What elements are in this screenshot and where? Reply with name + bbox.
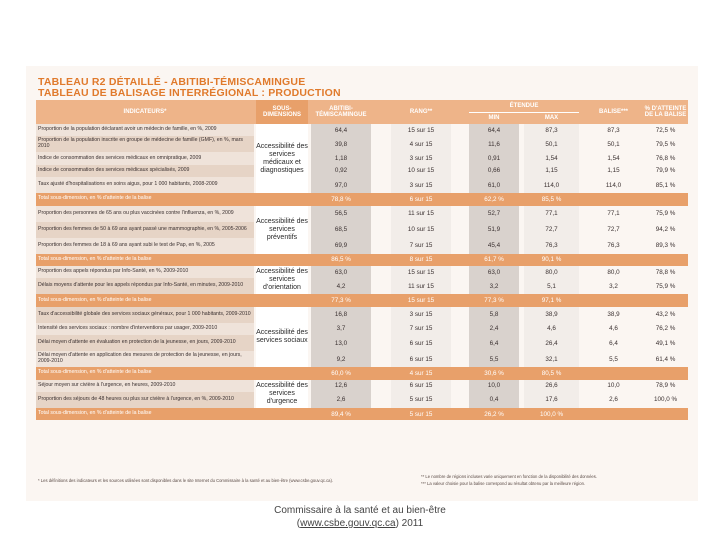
table-row: [36, 335, 688, 351]
indicator-cell: Délai moyen d'attente en évaluation en protection de la jeunesse, en jours, 2009-2010: [36, 335, 254, 351]
balise-value: 50,1: [607, 140, 620, 148]
indicator-cell: Proportion des femmes de 50 à 69 ans ayant passé une mammographie, en %, 2005-2006: [36, 222, 254, 238]
caption-prefix: (: [296, 518, 301, 529]
rank-value: 3 sur 15: [391, 152, 451, 164]
max-value: 1,54: [524, 152, 579, 164]
region-value: 4,2: [311, 278, 371, 294]
region-value: 12,6: [311, 380, 371, 392]
min-value: 6,4: [469, 335, 519, 351]
table-row: [36, 124, 688, 136]
pct-atteinte-value: [643, 254, 688, 266]
balise-value: [586, 367, 641, 379]
balise-value: [586, 294, 641, 306]
region-value: 1,18: [311, 152, 371, 164]
region-value: 9,2: [311, 351, 371, 367]
balise-value: 2,6: [609, 396, 618, 404]
region-value: 39,8: [311, 136, 371, 152]
balise-value: [586, 408, 641, 420]
footnote-definitions: * Les définitions des indicateurs et les sources utilisées sont disponibles dans le site Internet du Commissaire à la santé et au bien-être (www.csbe.gouv.qc.ca).: [38, 478, 334, 483]
report-table-image: [26, 66, 698, 501]
max-value: 80,0: [524, 266, 579, 278]
region-value: 64,4: [311, 124, 371, 136]
pct-atteinte-value: 89,3 %: [655, 242, 676, 250]
balisage-table: [36, 100, 688, 420]
balise-value: 77,1: [607, 210, 620, 218]
pct-atteinte-value: 79,9 %: [655, 167, 676, 175]
pct-atteinte-value: 76,8 %: [655, 155, 676, 163]
rank-value: 15 sur 15: [391, 266, 451, 278]
balise-value: 87,3: [607, 126, 620, 134]
subtotal-row: [36, 254, 688, 266]
max-value: 100,0 %: [539, 410, 564, 418]
region-value: 97,0: [311, 177, 371, 193]
region-value: 78,8 %: [331, 195, 351, 203]
rank-value: 6 sur 15: [391, 335, 451, 351]
balise-value: 1,15: [607, 167, 620, 175]
table-row: [36, 177, 688, 193]
table-row: [36, 380, 688, 392]
pct-atteinte-value: 75,9 %: [655, 282, 676, 290]
max-value: 72,7: [524, 222, 579, 238]
table-row: [36, 392, 688, 408]
balise-value: 38,9: [607, 311, 620, 319]
header-etendue: ÉTENDUE: [509, 102, 539, 109]
indicator-cell: Intensité des services sociaux : nombre d'interventions par usager, 2009-2010: [36, 323, 254, 335]
table-row: [36, 307, 688, 323]
pct-atteinte-value: [643, 193, 688, 205]
header-min: MIN: [488, 114, 500, 121]
max-value: 5,1: [524, 278, 579, 294]
pct-atteinte-value: 72,5 %: [655, 126, 676, 134]
indicator-cell: Total sous-dimension, en % d'atteinte de la balise: [38, 369, 152, 376]
rank-value: 6 sur 15: [391, 380, 451, 392]
rank-value: 10 sur 15: [391, 165, 451, 177]
min-value: 64,4: [469, 124, 519, 136]
pct-atteinte-value: [643, 294, 688, 306]
sous-dimension-label: Accessibilité des services d'orientation: [256, 266, 308, 295]
pct-atteinte-value: 61,4 %: [655, 355, 676, 363]
min-value: 45,4: [469, 238, 519, 254]
sous-dimension-label: Accessibilité des services d'urgence: [256, 380, 308, 409]
subtotal-row: [36, 408, 688, 420]
min-value: 5,8: [469, 307, 519, 323]
pct-atteinte-value: 78,8 %: [655, 268, 676, 276]
pct-atteinte-value: 49,1 %: [655, 339, 676, 347]
max-value: 80,5 %: [541, 369, 562, 377]
region-value: 2,6: [311, 392, 371, 408]
max-value: 90,1 %: [541, 256, 562, 264]
table-title: TABLEAU R2 DÉTAILLÉ - ABITIBI-TÉMISCAMINGUE: [38, 76, 306, 88]
caption-suffix: ) 2011: [395, 518, 424, 529]
caption-line2: [0, 518, 720, 531]
balise-value: 80,0: [607, 268, 620, 276]
indicator-cell: Délai moyen d'attente en application des mesures de protection de la jeunesse, en jours, 2009-2010: [36, 351, 254, 367]
region-value: 89,4 %: [331, 410, 351, 418]
table-row: [36, 266, 688, 278]
max-value: 97,1 %: [541, 297, 562, 305]
region-value: 86,5 %: [331, 256, 351, 264]
balise-value: 72,7: [607, 226, 620, 234]
max-value: 114,0: [524, 177, 579, 193]
region-value: 13,0: [311, 335, 371, 351]
min-value: 52,7: [469, 206, 519, 222]
rank-value: 11 sur 15: [391, 206, 451, 222]
min-value: 2,4: [469, 323, 519, 335]
pct-atteinte-value: 94,2 %: [655, 226, 676, 234]
pct-atteinte-value: [643, 367, 688, 379]
table-row: [36, 136, 688, 152]
max-value: 4,6: [524, 323, 579, 335]
rank-value: 7 sur 15: [391, 238, 451, 254]
indicator-cell: Total sous-dimension, en % d'atteinte de la balise: [38, 255, 152, 262]
header-sous-dimensions: SOUS-DIMENSIONS: [256, 100, 308, 124]
balise-value: 114,0: [605, 181, 622, 189]
rank-value: 4 sur 15: [391, 136, 451, 152]
indicator-cell: Proportion des appels répondus par Info-Santé, en %, 2009-2010: [36, 266, 254, 278]
indicator-cell: Proportion des femmes de 18 à 69 ans ayant subi le test de Pap, en %, 2005: [36, 238, 254, 254]
table-row: [36, 206, 688, 222]
min-value: 0,4: [469, 392, 519, 408]
balise-value: 1,54: [607, 155, 620, 163]
min-value: 51,9: [469, 222, 519, 238]
min-value: 63,0: [469, 266, 519, 278]
max-value: 1,15: [524, 165, 579, 177]
pct-atteinte-value: 43,2 %: [655, 311, 676, 319]
rank-value: 4 sur 15: [409, 369, 433, 377]
header-pct-atteinte: % D'ATTEINTE DE LA BALISE: [644, 105, 687, 118]
table-row: [36, 278, 688, 294]
min-value: 61,0: [469, 177, 519, 193]
rank-value: 15 sur 15: [391, 124, 451, 136]
indicator-cell: Total sous-dimension, en % d'atteinte de la balise: [38, 195, 152, 202]
caption-line1: Commissaire à la santé et au bien-être: [274, 505, 446, 516]
min-value: 61,7 %: [484, 256, 504, 264]
indicator-cell: Délais moyens d'attente pour les appels répondus par Info-Santé, en minutes, 2009-2010: [36, 278, 254, 294]
max-value: 38,9: [524, 307, 579, 323]
balise-value: 76,3: [607, 242, 620, 250]
balise-value: 3,2: [609, 282, 618, 290]
rank-value: 15 sur 15: [407, 297, 435, 305]
table-row: [36, 152, 688, 164]
pct-atteinte-value: 100,0 %: [653, 396, 678, 404]
pct-atteinte-value: 79,5 %: [655, 140, 676, 148]
pct-atteinte-value: 76,2 %: [655, 325, 676, 333]
min-value: 5,5: [469, 351, 519, 367]
region-value: 63,0: [311, 266, 371, 278]
region-value: 60,0 %: [331, 369, 351, 377]
indicator-cell: Total sous-dimension, en % d'atteinte de la balise: [38, 296, 152, 303]
min-value: 62,2 %: [484, 195, 504, 203]
rank-value: 6 sur 15: [391, 351, 451, 367]
rank-value: 3 sur 15: [391, 307, 451, 323]
indicator-cell: Taux ajusté d'hospitalisations en soins aigus, pour 1 000 habitants, 2008-2009: [36, 177, 254, 193]
balise-value: 5,5: [609, 355, 618, 363]
balise-value: 10,0: [607, 382, 620, 390]
indicator-cell: Proportion de la population inscrite en groupe de médecine de famille (GMF), en %, mars 2010: [36, 136, 254, 152]
sous-dimension-label: Accessibilité des services sociaux: [256, 307, 308, 368]
region-value: 3,7: [311, 323, 371, 335]
rank-value: 10 sur 15: [391, 222, 451, 238]
footnote-balise: *** La valeur choisie pour la balise correspond au résultat obtenu par la meilleure région.: [421, 481, 586, 486]
header-balise: BALISE***: [598, 108, 628, 115]
region-value: 56,5: [311, 206, 371, 222]
max-value: 85,5 %: [541, 195, 562, 203]
sous-dimension-label: Accessibilité des services préventifs: [256, 206, 308, 255]
min-value: 10,0: [469, 380, 519, 392]
max-value: 26,4: [524, 335, 579, 351]
indicator-cell: Indice de consommation des services médicaux en omnipratique, 2009: [36, 152, 254, 164]
rank-value: 5 sur 15: [409, 410, 433, 418]
table-row: [36, 165, 688, 177]
indicator-cell: Proportion des séjours de 48 heures ou plus sur civière à l'urgence, en %, 2009-2010: [36, 392, 254, 408]
indicator-cell: Taux d'accessibilité globale des services sociaux généraux, pour 1 000 habitants, 2009-2010: [36, 307, 254, 323]
table-row: [36, 222, 688, 238]
table-header: [36, 100, 688, 124]
rank-value: 3 sur 15: [391, 177, 451, 193]
table-body: [36, 124, 688, 420]
balise-value: 6,4: [609, 339, 618, 347]
balise-value: 4,6: [609, 325, 618, 333]
min-value: 26,2 %: [484, 410, 504, 418]
region-value: 77,3 %: [331, 297, 351, 305]
table-row: [36, 238, 688, 254]
rank-value: 11 sur 15: [391, 278, 451, 294]
header-indicateurs: INDICATEURS*: [123, 108, 167, 115]
pct-atteinte-value: 78,9 %: [655, 382, 676, 390]
max-value: 77,1: [524, 206, 579, 222]
subtotal-row: [36, 294, 688, 306]
rank-value: 7 sur 15: [391, 323, 451, 335]
pct-atteinte-value: [643, 408, 688, 420]
max-value: 17,6: [524, 392, 579, 408]
min-value: 77,3 %: [484, 297, 504, 305]
max-value: 32,1: [524, 351, 579, 367]
balise-value: [586, 193, 641, 205]
subtotal-row: [36, 367, 688, 379]
min-value: 0,66: [469, 165, 519, 177]
header-max: MAX: [544, 114, 559, 121]
indicator-cell: Total sous-dimension, en % d'atteinte de la balise: [38, 410, 152, 417]
region-value: 0,92: [311, 165, 371, 177]
rank-value: 5 sur 15: [391, 392, 451, 408]
min-value: 3,2: [469, 278, 519, 294]
csbe-link[interactable]: www.csbe.gouv.qc.ca: [300, 518, 396, 529]
indicator-cell: Indice de consommation des services médicaux spécialisés, 2009: [36, 165, 254, 177]
footnote-regions: ** Le nombre de régions incluses varie uniquement en fonction de la disponibilité des données.: [421, 474, 597, 479]
pct-atteinte-value: 85,1 %: [655, 181, 676, 189]
region-value: 68,5: [311, 222, 371, 238]
table-subtitle: TABLEAU DE BALISAGE INTERRÉGIONAL : PRODUCTION: [38, 87, 341, 99]
max-value: 76,3: [524, 238, 579, 254]
header-region: ABITIBI-TÉMISCAMINGUE: [315, 105, 367, 118]
subtotal-row: [36, 193, 688, 205]
sous-dimension-label: Accessibilité des services médicaux et diagnostiques: [256, 124, 308, 194]
pct-atteinte-value: 75,9 %: [655, 210, 676, 218]
header-rang: RANG**: [409, 108, 433, 115]
rank-value: 8 sur 15: [409, 256, 433, 264]
max-value: 87,3: [524, 124, 579, 136]
table-row: [36, 351, 688, 367]
region-value: 69,9: [311, 238, 371, 254]
rank-value: 6 sur 15: [409, 195, 433, 203]
max-value: 26,6: [524, 380, 579, 392]
indicator-cell: Séjour moyen sur civière à l'urgence, en heures, 2009-2010: [36, 380, 254, 392]
min-value: 11,6: [469, 136, 519, 152]
min-value: 30,6 %: [484, 369, 504, 377]
balise-value: [586, 254, 641, 266]
indicator-cell: Proportion de la population déclarant avoir un médecin de famille, en %, 2009: [36, 124, 254, 136]
region-value: 16,8: [311, 307, 371, 323]
min-value: 0,91: [469, 152, 519, 164]
max-value: 50,1: [524, 136, 579, 152]
table-row: [36, 323, 688, 335]
indicator-cell: Proportion des personnes de 65 ans ou plus vaccinées contre l'influenza, en %, 2009: [36, 206, 254, 222]
